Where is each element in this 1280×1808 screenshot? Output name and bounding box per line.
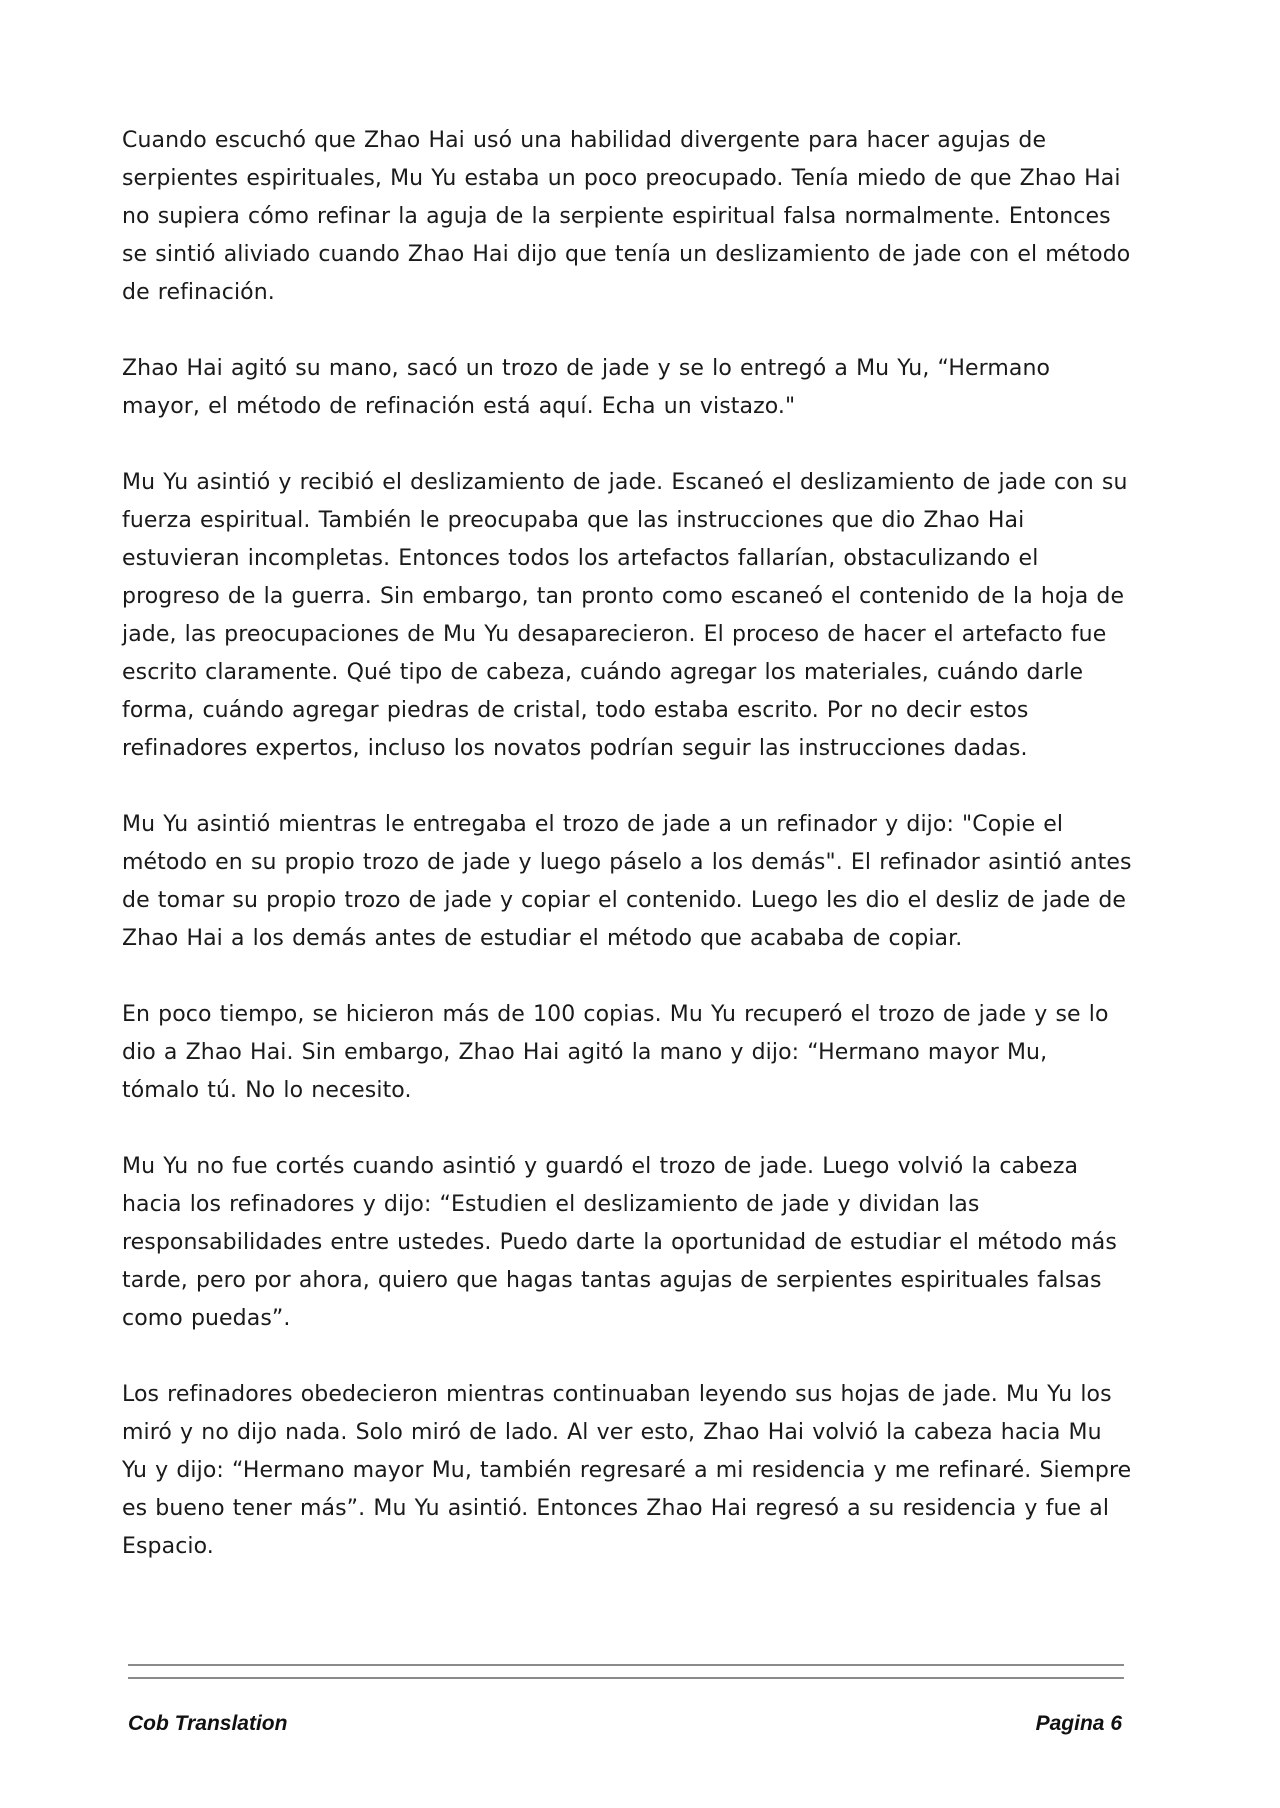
paragraph: Los refinadores obedecieron mientras continuaban leyendo sus hojas de jade. Mu Yu los miró y no dijo nada. Solo miró de lado. Al ver esto, Zhao Hai volvió la cabeza hacia Mu Yu y dijo: “Hermano mayor Mu, también regresaré a mi residencia y me refinaré. Siempre es bueno tener más”. Mu Yu asintió. Entonces Zhao Hai regresó a su residencia y fue al Espacio. <box>122 1382 1132 1559</box>
footer-translator-credit: Cob Translation <box>128 1712 288 1735</box>
paragraph: Mu Yu asintió y recibió el deslizamiento de jade. Escaneó el deslizamiento de jade con su fuerza espiritual. También le preocupaba que las instrucciones que dio Zhao Hai estuvieran incompletas. Entonces todos los artefactos fallarían, obstaculizando el progreso de la guerra. Sin embargo, tan pronto como escaneó el contenido de la hoja de jade, las preocupaciones de Mu Yu desaparecieron. El proceso de hacer el artefacto fue escrito claramente. Qué tipo de cabeza, cuándo agregar los materiales, cuándo darle forma, cuándo agregar piedras de cristal, todo estaba escrito. Por no decir estos refinadores expertos, incluso los novatos podrían seguir las instrucciones dadas. <box>122 470 1128 761</box>
footer-divider <box>128 1664 1124 1666</box>
footer-divider <box>128 1677 1124 1679</box>
paragraph: Mu Yu no fue cortés cuando asintió y guardó el trozo de jade. Luego volvió la cabeza hacia los refinadores y dijo: “Estudien el deslizamiento de jade y dividan las responsabilidades entre ustedes. Puedo darte la oportunidad de estudiar el método más tarde, pero por ahora, quiero que hagas tantas agujas de serpientes espirituales falsas como puedas”. <box>122 1154 1117 1331</box>
paragraph: Cuando escuchó que Zhao Hai usó una habilidad divergente para hacer agujas de serpientes espirituales, Mu Yu estaba un poco preocupado. Tenía miedo de que Zhao Hai no supiera cómo refinar la aguja de la serpiente espiritual falsa normalmente. Entonces se sintió aliviado cuando Zhao Hai dijo que tenía un deslizamiento de jade con el método de refinación. <box>122 128 1131 305</box>
document-body <box>122 122 1132 1604</box>
paragraph: Mu Yu asintió mientras le entregaba el trozo de jade a un refinador y dijo: "Copie el método en su propio trozo de jade y luego páselo a los demás". El refinador asintió antes de tomar su propio trozo de jade y copiar el contenido. Luego les dio el desliz de jade de Zhao Hai a los demás antes de estudiar el método que acababa de copiar. <box>122 812 1132 951</box>
paragraph: Zhao Hai agitó su mano, sacó un trozo de jade y se lo entregó a Mu Yu, “Hermano mayor, el método de refinación está aquí. Echa un vistazo." <box>122 356 1051 419</box>
footer-page-number: Pagina 6 <box>1035 1712 1122 1735</box>
paragraph: En poco tiempo, se hicieron más de 100 copias. Mu Yu recuperó el trozo de jade y se lo dio a Zhao Hai. Sin embargo, Zhao Hai agitó la mano y dijo: “Hermano mayor Mu, tómalo tú. No lo necesito. <box>122 1002 1109 1103</box>
